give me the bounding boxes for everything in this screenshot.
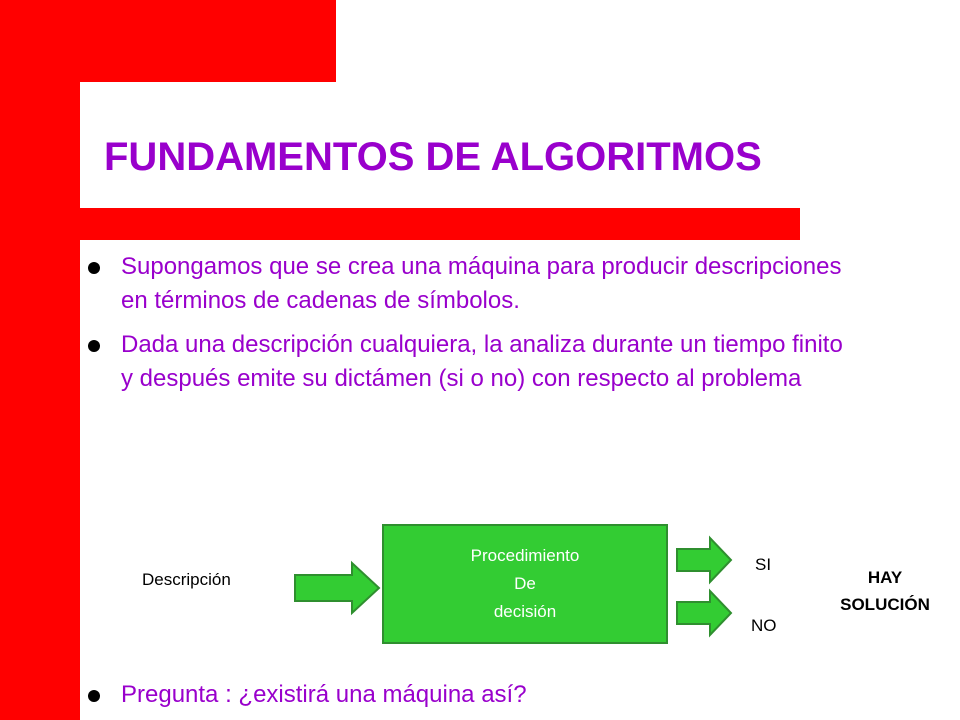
red-left-bar bbox=[0, 0, 80, 720]
input-label: Descripción bbox=[142, 570, 231, 589]
question-text: Pregunta : ¿existirá una máquina así? bbox=[121, 681, 527, 708]
yes-output-arrow-icon bbox=[676, 537, 732, 583]
result-line: SOLUCIÓN bbox=[840, 595, 930, 614]
question-bullet bbox=[88, 678, 848, 712]
no-label: NO bbox=[751, 616, 777, 635]
box-line: decisión bbox=[493, 602, 557, 621]
red-top-block bbox=[80, 0, 336, 82]
input-arrow-icon bbox=[294, 562, 380, 614]
bullet-item bbox=[88, 328, 848, 396]
bullet-list bbox=[88, 250, 848, 406]
result-label bbox=[810, 564, 960, 618]
decision-procedure-box bbox=[382, 524, 668, 644]
bullet-item bbox=[88, 250, 848, 318]
no-output-arrow-icon bbox=[676, 590, 732, 636]
red-title-underline-band bbox=[80, 208, 800, 240]
slide-title: FUNDAMENTOS DE ALGORITMOS bbox=[104, 135, 762, 179]
bullet-text: Supongamos que se crea una máquina para producir descripciones en términos de cadenas de símbolos. bbox=[121, 253, 842, 314]
box-line: De bbox=[514, 574, 536, 593]
yes-label: SI bbox=[755, 555, 772, 574]
box-line: Procedimiento bbox=[470, 546, 580, 565]
bullet-text: Dada una descripción cualquiera, la analiza durante un tiempo finito y después emite su dictámen (si o no) con respecto al problema bbox=[121, 331, 843, 392]
bullet-dot-icon bbox=[88, 262, 100, 274]
bullet-dot-icon bbox=[88, 690, 100, 702]
result-line: HAY bbox=[867, 568, 903, 587]
bullet-dot-icon bbox=[88, 340, 100, 352]
